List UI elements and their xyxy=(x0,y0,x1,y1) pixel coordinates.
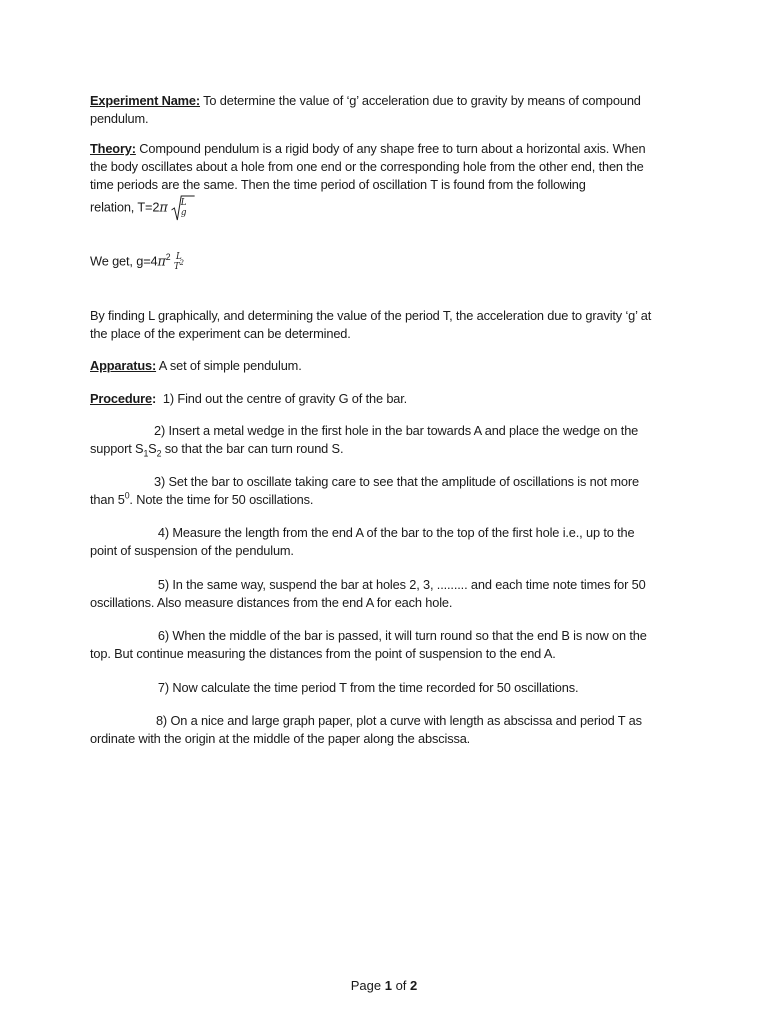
experiment-name-text: To determine the value of ‘g’ acceleration due to gravity by means of compound pendulum. xyxy=(90,93,641,126)
sqrt-sign xyxy=(171,194,194,224)
procedure-heading: Procedure xyxy=(90,391,152,406)
experiment-name-heading: Experiment Name: xyxy=(90,93,201,108)
g-formula-line xyxy=(90,252,664,272)
apparatus-text: A set of simple pendulum. xyxy=(156,358,302,373)
procedure-step-7 xyxy=(90,679,664,697)
page-label: Page xyxy=(350,978,385,993)
step-2-sub-1: 1 xyxy=(143,448,149,459)
pi-symbol: π xyxy=(157,254,166,270)
step-2-mid: S xyxy=(148,441,157,456)
degree-superscript: 0 xyxy=(124,490,130,501)
formula-denominator xyxy=(173,259,184,272)
step-2-text: 2) Insert a metal wedge in the first hole in the bar towards A and place the wedge on the support S xyxy=(90,423,639,456)
formula-den-exponent: 2 xyxy=(179,259,184,267)
step-3-text: 3) Set the bar to oscillate taking care to see that the amplitude of oscillations is not more than 5 xyxy=(90,474,639,507)
page-number: 1 xyxy=(384,978,392,993)
fraction-denominator: g xyxy=(180,208,187,218)
formula-den-base: T xyxy=(173,262,180,272)
step-5-text: 5) In the same way, suspend the bar at holes 2, 3, ......... and each time note times for 50 oscillations. Also measure distances from the end A for each hole. xyxy=(90,577,646,610)
relation-prefix: relation, T=2 xyxy=(90,199,160,215)
sqrt-fraction xyxy=(171,198,186,218)
step-4-text: 4) Measure the length from the end A of the bar to the top of the first hole i.e., up to the point of suspension of the pendulum. xyxy=(90,525,635,558)
procedure-step-2 xyxy=(90,422,664,458)
step-6-text: 6) When the middle of the bar is passed, it will turn round so that the end B is now on the top. But continue measuring the distances from the point of suspension to the end A. xyxy=(90,628,647,661)
apparatus-heading: Apparatus: xyxy=(90,358,157,373)
formula-numerator: L xyxy=(176,252,182,262)
step-1-text: 1) Find out the centre of gravity G of the bar. xyxy=(162,391,408,406)
graph-paragraph xyxy=(90,307,664,343)
step-3-text-end: . Note the time for 50 oscillations. xyxy=(129,492,314,507)
l-over-t2-fraction xyxy=(174,252,184,272)
step-2-text-end: so that the bar can turn round S. xyxy=(161,441,344,456)
pi-symbol: π xyxy=(159,200,168,216)
step-7-text: 7) Now calculate the time period T from the time recorded for 50 oscillations. xyxy=(157,680,579,695)
fraction-numerator: L xyxy=(180,198,187,208)
procedure-step-4 xyxy=(90,524,664,560)
step-8-text: 8) On a nice and large graph paper, plot a curve with length as abscissa and period T as ordinate with the origin at the middle of the paper along the abscissa. xyxy=(90,713,642,746)
procedure-step-6 xyxy=(90,627,664,663)
procedure-step-5 xyxy=(90,576,664,612)
procedure-step-8 xyxy=(90,712,664,748)
relation-line xyxy=(90,198,664,218)
formula-prefix: We get, g=4 xyxy=(90,253,158,269)
experiment-name-paragraph xyxy=(90,92,664,128)
graph-text: By finding L graphically, and determining the value of the period T, the acceleration due to gravity ‘g’ at the place of the experiment can be determined. xyxy=(90,308,652,341)
page-footer xyxy=(0,978,768,993)
procedure-colon: : xyxy=(151,391,157,406)
step-2-sub-2: 2 xyxy=(156,448,162,459)
theory-text: Compound pendulum is a rigid body of any shape free to turn about a horizontal axis. When the body oscillates about a hole from one end or the corresponding hole from the other end, then the time periods are the same. Then the time period of oscillation T is found from the following xyxy=(90,141,646,192)
theory-heading: Theory: xyxy=(90,141,136,156)
page-total: 2 xyxy=(410,978,418,993)
pi-exponent: 2 xyxy=(165,252,171,263)
apparatus-paragraph xyxy=(90,357,664,375)
procedure-step-3 xyxy=(90,473,664,509)
page-of: of xyxy=(391,978,411,993)
theory-paragraph xyxy=(90,140,664,194)
procedure-step-1 xyxy=(90,390,664,408)
